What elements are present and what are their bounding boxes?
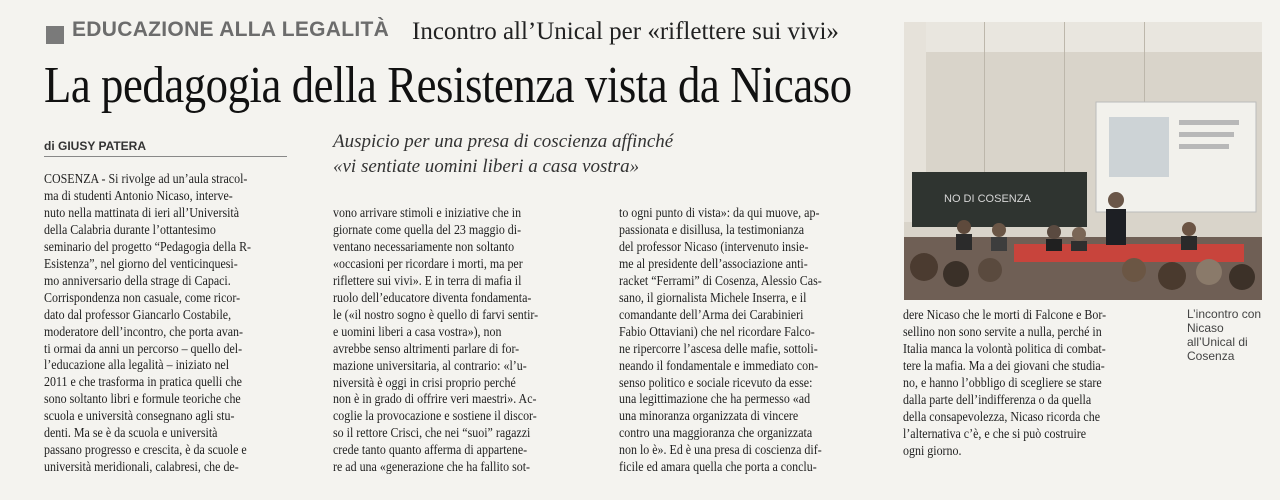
article-line: seminario del progetto “Pedagogia della R-: [44, 238, 252, 254]
article-line: l’alternativa c’è, e che si può costruire: [903, 425, 1087, 441]
article-line: ruolo dell’educatore diventa fondamenta-: [333, 289, 532, 305]
subheadline-line-1: Auspicio per una presa di coscienza affinché: [333, 131, 674, 152]
article-line: niversità è oggi in crisi proprio perché: [333, 374, 516, 390]
article-column-2: [333, 205, 538, 476]
article-line: 2011 e che trasforma in pratica quelli che: [44, 374, 242, 390]
article-line: mo anniversario della strage di Capaci.: [44, 272, 231, 288]
byline: di GIUSY PATERA: [44, 139, 147, 153]
article-line: tere la mafia. Ma a dei giovani che studia-: [903, 357, 1105, 373]
article-line: comandante dell’Arma dei Carabinieri: [619, 306, 804, 322]
article-column-3: [619, 205, 822, 476]
article-line: scuola e università consegnano agli stu-: [44, 408, 235, 424]
article-line: dere Nicaso che le morti di Falcone e Bor-: [903, 307, 1107, 322]
article-line: mazione universitaria, al contrario: «l’u-: [333, 357, 527, 373]
article-line: COSENZA - Si rivolge ad un’aula stracol-: [44, 171, 248, 186]
article-line: moderatore dell’incontro, che porta avan-: [44, 323, 244, 339]
article-line: crede tanto quanto afferma di appartene-: [333, 442, 528, 458]
article-line: dalla parte dell’indifferenza o da quella: [903, 391, 1092, 407]
article-line: ne ripercorre l’ascesa delle mafie, sottoli-: [619, 340, 818, 356]
article-line: «occasioni per ricordare i morti, ma per: [333, 255, 523, 271]
article-line: dato dal professor Giancarlo Costabile,: [44, 306, 232, 322]
article-line: neando il fondamentale e immediato con-: [619, 357, 819, 373]
article-line: non è in grado di offrire veri maestri». Ac-: [333, 391, 537, 407]
article-line: avrebbe senso altrimenti parlare di for-: [333, 340, 520, 356]
article-line: le («il nostro sogno è quello di farvi sentir-: [333, 306, 539, 322]
article-line: una legittimazione che ha permesso «ad: [619, 391, 811, 407]
article-line: sellino non sono servite a nulla, perché in: [903, 323, 1102, 339]
article-line: senso politico e sociale ricevuto da esse:: [619, 374, 813, 390]
article-line: sano, il giornalista Michele Inserra, e il: [619, 289, 807, 305]
kicker: Incontro all’Unical per «riflettere sui vivi»: [412, 18, 839, 45]
article-line: e uomini liberi a casa vostra»), non: [333, 323, 502, 339]
article-line: re ad una «generazione che ha fallito sot-: [333, 459, 531, 475]
article-line: coglie la provocazione e sostiene il discor-: [333, 408, 537, 424]
article-line: l’educazione alla legalità – iniziato nel: [44, 357, 230, 373]
article-line: della consapevolezza, Nicaso ricorda che: [903, 408, 1101, 424]
byline-rule: [44, 156, 287, 157]
caption-line: L’incontro con: [1187, 307, 1262, 321]
section-label: EDUCAZIONE ALLA LEGALITÀ: [72, 18, 390, 41]
article-line: Corrispondenza non casuale, come ricor-: [44, 289, 241, 305]
event-photo-illustration: [904, 22, 1262, 300]
article-line: me al presidente dell’associazione anti-: [619, 255, 808, 271]
article-line: una minoranza organizzata di vincere: [619, 408, 799, 424]
article-line: ma di studenti Antonio Nicaso, interve-: [44, 187, 233, 203]
article-column-1: [44, 171, 251, 476]
article-line: Fabio Ottaviani) che nel ricordare Falco-: [619, 323, 815, 339]
article-line: riflettere sui vivi». E in terra di mafia il: [333, 272, 522, 288]
article-line: denti. Ma se è da scuola e università: [44, 425, 218, 441]
article-line: giornate come quella del 23 maggio di-: [333, 221, 522, 237]
article-line: ogni giorno.: [903, 442, 962, 458]
article-line: to ogni punto di vista»: da qui muove, ap-: [619, 205, 820, 220]
article-line: vono arrivare stimoli e iniziative che in: [333, 205, 522, 220]
article-line: passionata e disillusa, la testimonianza: [619, 221, 805, 237]
article-line: della Calabria durante l’ottantesimo: [44, 221, 216, 237]
article-column-4: [903, 307, 1106, 460]
subheadline-line-2: «vi sentiate uomini liberi a casa vostra»: [333, 156, 640, 177]
article-line: so il rettore Crisci, che nei “suoi” ragazzi: [333, 425, 531, 441]
subheadline: [333, 129, 673, 179]
article-line: nuto nella mattinata di ieri all’Università: [44, 204, 240, 220]
article-line: ficile ed amara quella che porta a conclu-: [619, 459, 817, 475]
article-line: non lo è». Ed è una presa di coscienza dif-: [619, 442, 822, 458]
article-line: sono soltanto libri e formule teoriche che: [44, 391, 241, 407]
article-line: contro una maggioranza che organizzata: [619, 425, 813, 441]
article-line: Italia manca la volontà politica di combat-: [903, 340, 1106, 356]
blackboard-text: NO DI COSENZA: [944, 193, 1031, 205]
article-line: università meridionali, calabresi, che de-: [44, 459, 239, 475]
section-marker: [46, 26, 64, 44]
article-line: passano progresso e crescita, è da scuole e: [44, 442, 247, 458]
article-line: racket “Ferrami” di Cosenza, Alessio Cas-: [619, 272, 822, 288]
article-line: ventano necessariamente non soltanto: [333, 238, 515, 254]
article-line: del professor Nicaso (intervenuto insie-: [619, 238, 809, 254]
caption-line: Nicaso: [1187, 321, 1224, 335]
headline: La pedagogia della Resistenza vista da Nicaso: [44, 57, 852, 114]
article-line: no, e hanno l’obbligo di scegliere se stare: [903, 374, 1102, 390]
article-line: Esistenza”, nel giorno del venticinquesi-: [44, 255, 238, 271]
article-line: ti ormai da anni un percorso – quello del-: [44, 340, 243, 356]
caption-line: Cosenza: [1187, 349, 1235, 363]
photo-caption: [1187, 307, 1261, 363]
caption-line: all’Unical di: [1187, 335, 1248, 349]
event-photo: [904, 22, 1262, 300]
